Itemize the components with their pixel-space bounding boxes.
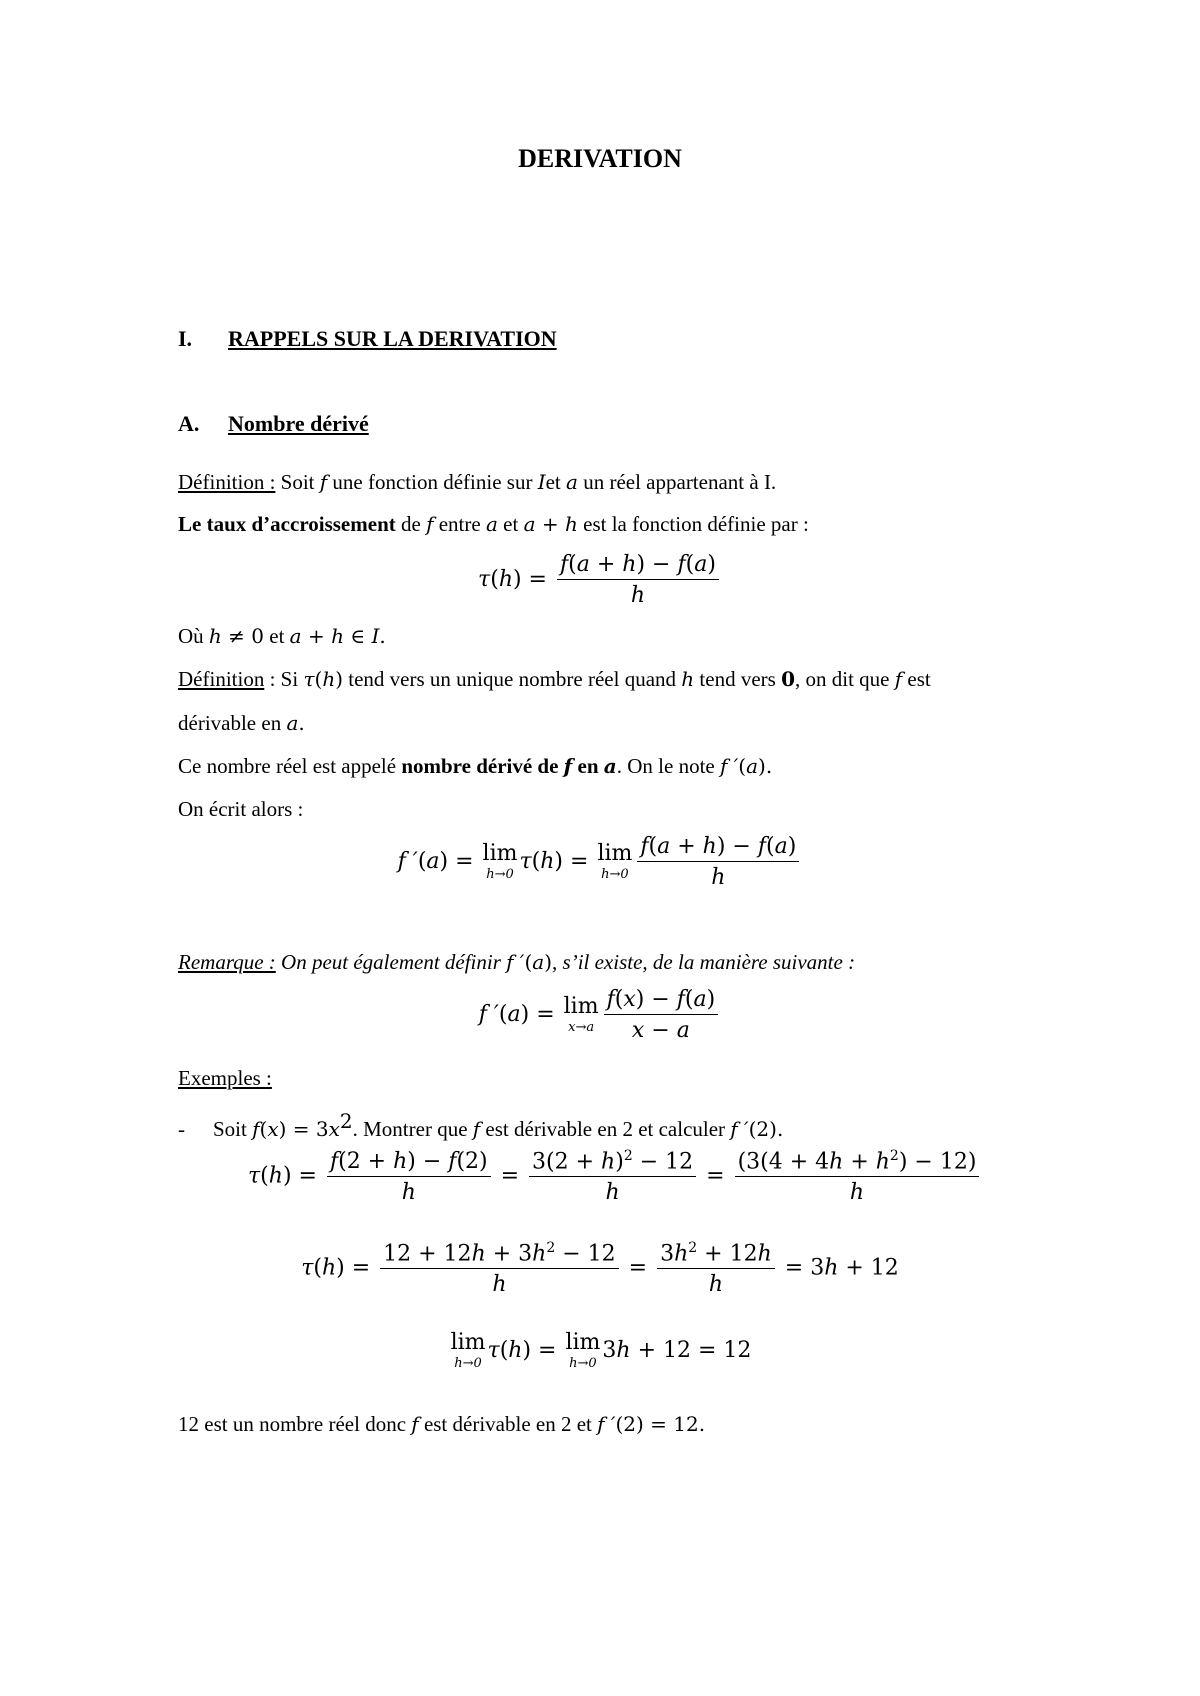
growth-rate-sentence: Le taux d’accroissement de f entre a et a + h est la fonction définie par : [178,512,809,536]
example-conclusion: 12 est un nombre réel donc f est dérivable en 2 et f ′(2) = 12. [178,1412,706,1436]
examples-label: Exemples : [178,1066,272,1090]
subsection-title: Nombre dérivé [228,411,369,436]
definition-label: Définition : [178,470,276,494]
definition-2-line2: dérivable en a. [178,711,305,735]
on-ecrit-alors: On écrit alors : [178,797,304,821]
section-title: RAPPELS SUR LA DERIVATION [228,326,557,351]
page-title: DERIVATION [518,144,682,173]
equation-growth-rate: τ(h) = $\frac{f(a + h) - f(a)}{h}$ [0,552,1200,608]
remark: Remarque : On peut également définir f ′(a), s’il existe, de la manière suivante : [178,950,856,974]
equation-derivative-alt: f ′(a) = lim x→a $\frac{f(x) - f(a)}{x - a}$ [0,987,1200,1043]
derivative-number-sentence: Ce nombre réel est appelé nombre dérivé de f en a. On le note f ′(a). [178,754,773,778]
example-1: - Soit $f(x) = 3x^2$. Montrer que f est dérivable en 2 et calculer f ′(2). [178,1109,784,1141]
equation-derivative-limit: f ′(a) = lim h→0 τ(h) = lim h→0 $\frac{f(a + h) - f(a)}{h}$ [0,834,1200,890]
equation-example-step1: τ(h) = $\frac{f(2 + h) - f(2)}{h}$ = $\frac{3(2 + h)^2 - 12}{h}$ = $\frac{(3(4 + 4h + h^2) - 12)}{h}$ [248,1148,982,1205]
equation-example-limit: lim h→0 τ(h) = lim h→0 3h + 12 = 12 [450,1330,752,1371]
condition-sentence: Où h ≠ 0 et a + h ∈ I. [178,624,386,648]
subsection-number: A. [178,411,200,436]
section-number: I. [178,326,193,351]
definition-2-line1: Définition : Si τ(h) tend vers un unique nombre réel quand h tend vers 0, on dit que f est [178,667,931,691]
equation-example-step2: τ(h) = $\frac{12 + 12h + 3h^2 - 12}{h}$ = $\frac{3h^2 + 12h}{h}$ = 3h + 12 [301,1240,899,1298]
definition-1: Définition : Soit f une fonction définie sur Iet a un réel appartenant à I. [178,470,777,494]
